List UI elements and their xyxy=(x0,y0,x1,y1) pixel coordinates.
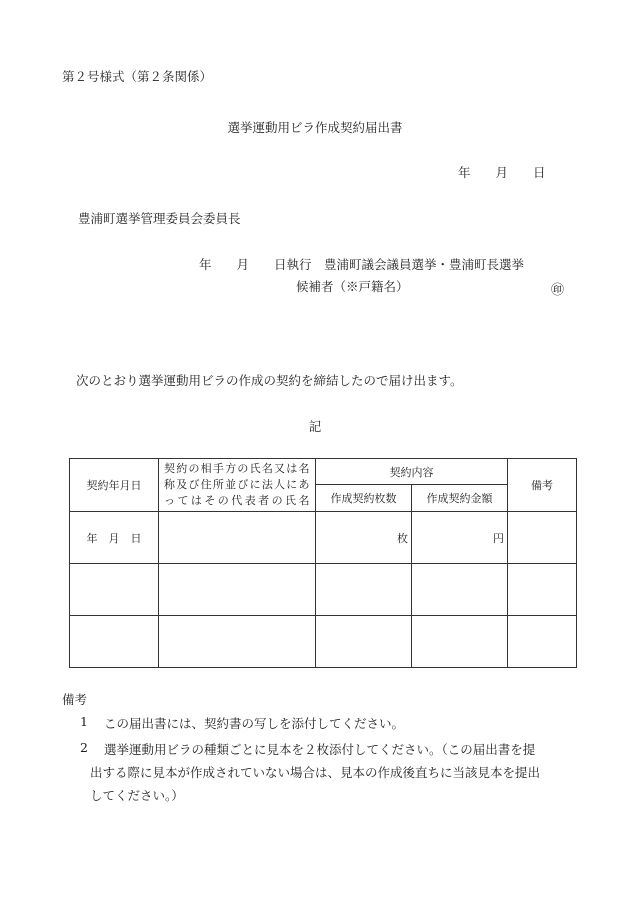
ki-heading: 記 xyxy=(308,419,322,434)
cell-party[interactable] xyxy=(159,616,316,668)
cell-date[interactable] xyxy=(70,616,159,668)
header-sheets: 作成契約枚数 xyxy=(316,485,412,512)
election-execution-line: 年 月 日執行 豊浦町議会議員選挙・豊浦町長選挙 xyxy=(199,257,525,272)
cell-sheets[interactable] xyxy=(316,564,412,616)
addressee: 豊浦町選挙管理委員会委員長 xyxy=(78,211,241,226)
remarks-heading: 備考 xyxy=(62,692,88,707)
cell-amount[interactable] xyxy=(412,616,508,668)
submission-date: 年 月 日 xyxy=(458,165,546,180)
cell-date[interactable] xyxy=(70,564,159,616)
header-contract-details: 契約内容 xyxy=(316,459,508,485)
seal-mark: ㊞ xyxy=(551,283,565,298)
cell-amount[interactable] xyxy=(412,564,508,616)
candidate-label: 候補者（※戸籍名） xyxy=(296,279,409,294)
cell-party[interactable] xyxy=(159,564,316,616)
contract-table xyxy=(69,458,577,668)
cell-sheets[interactable] xyxy=(316,616,412,668)
cell-remarks[interactable] xyxy=(508,616,577,668)
cell-party[interactable] xyxy=(159,512,316,564)
form-number: 第２号様式（第２条関係） xyxy=(62,69,213,84)
cell-remarks[interactable] xyxy=(508,512,577,564)
note-text: してください。） xyxy=(90,788,184,803)
intro-statement: 次のとおり選挙運動用ビラの作成の契約を締結したので届け出ます。 xyxy=(76,373,463,388)
note-text: この届出書には、契約書の写しを添付してください。 xyxy=(104,716,405,731)
document-title: 選挙運動用ビラ作成契約届出書 xyxy=(227,120,403,135)
table-row xyxy=(70,564,577,616)
table-row xyxy=(70,616,577,668)
cell-date[interactable]: 年 月 日 xyxy=(70,512,159,564)
note-number: 2 xyxy=(80,740,88,755)
cell-sheets[interactable]: 枚 xyxy=(316,512,412,564)
header-party: 契約の相手方の氏名又は名称及び住所並びに法人にあってはその代表者の氏名 xyxy=(159,459,316,512)
header-remarks: 備考 xyxy=(508,459,577,512)
note-number: 1 xyxy=(80,714,88,729)
cell-remarks[interactable] xyxy=(508,564,577,616)
table-row xyxy=(70,512,577,564)
header-amount: 作成契約金額 xyxy=(412,485,508,512)
note-text: 選挙運動用ビラの種類ごとに見本を２枚添付してください。（この届出書を提 xyxy=(104,742,536,757)
note-text: 出する際に見本が作成されていない場合は、見本の作成後直ちに当該見本を提出 xyxy=(90,765,541,780)
header-contract-date: 契約年月日 xyxy=(70,459,159,512)
cell-amount[interactable]: 円 xyxy=(412,512,508,564)
